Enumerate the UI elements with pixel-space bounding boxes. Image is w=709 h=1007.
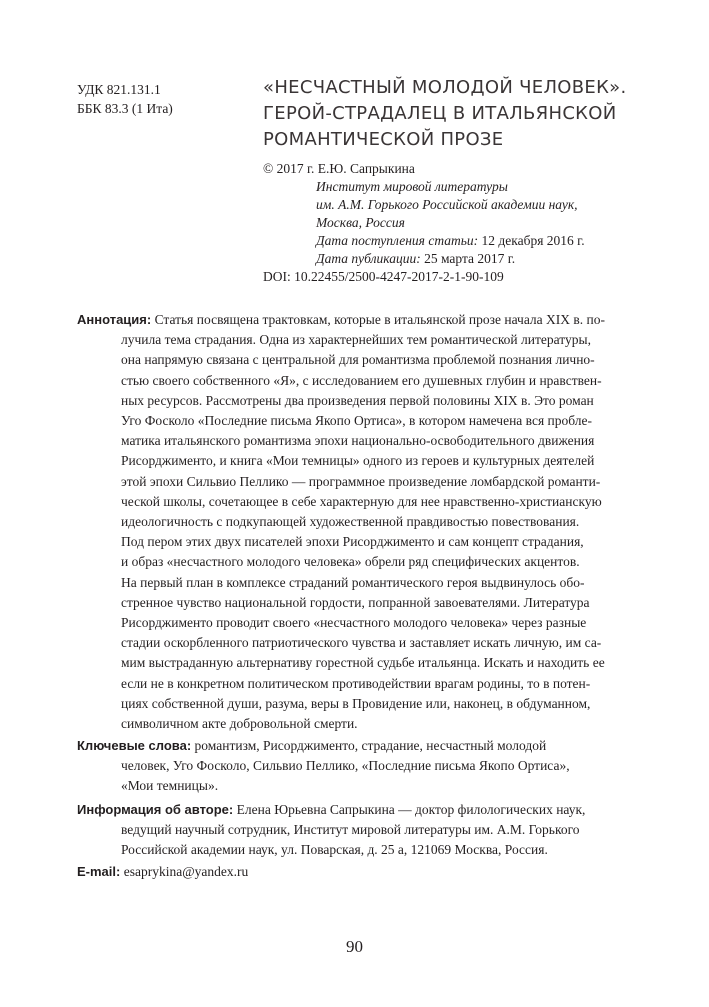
keywords-label: Ключевые слова: bbox=[77, 738, 192, 753]
abstract-line: символичном акте добровольной смерти. bbox=[121, 716, 358, 732]
abstract-line: стью своего собственного «Я», с исследованием его душевных глубин и нравствен- bbox=[121, 372, 602, 388]
email-label: E-mail: bbox=[77, 864, 121, 879]
abstract-line: матика итальянского романтизма эпохи национально-освободительного движения bbox=[121, 433, 595, 449]
byline bbox=[263, 160, 683, 286]
author-info bbox=[77, 800, 632, 861]
abstract-line: мим выстраданную альтернативу горестной судьбе итальянца. Искать и находить ее bbox=[121, 655, 605, 671]
email-value[interactable]: esaprykina@yandex.ru bbox=[123, 864, 249, 879]
author-info-line: ведущий научный сотрудник, Институт мировой литературы им. А.М. Горького bbox=[121, 822, 580, 838]
abstract bbox=[77, 310, 632, 734]
affiliation-line-3: Москва, Россия bbox=[316, 215, 405, 230]
abstract-label: Аннотация: bbox=[77, 312, 152, 327]
abstract-line: ческой школы, сочетающее в себе характерную для нее нравственно-христианскую bbox=[121, 493, 602, 509]
abstract-line: Уго Фосколо «Последние письма Якопо Ортиса», в котором намечена вся пробле- bbox=[121, 413, 593, 429]
affiliation-line-1: Институт мировой литературы bbox=[316, 179, 508, 194]
abstract-line: Рисорджименто проводит своего «несчастного молодого человека» через разные bbox=[121, 615, 587, 631]
received-value: 12 декабря 2016 г. bbox=[481, 233, 585, 248]
abstract-line: Рисорджименто, и книга «Мои темницы» одного из героев и культурных деятелей bbox=[121, 453, 595, 469]
page-number: 90 bbox=[346, 937, 363, 956]
abstract-line: циях собственной души, разума, веры в Провидение или, наконец, в обдуманном, bbox=[121, 695, 591, 711]
abstract-line: она напрямую связана с центральной для романтизма проблемой познания лично- bbox=[121, 352, 595, 368]
affiliation-line-2: им. А.М. Горького Российской академии наук, bbox=[316, 197, 578, 212]
received-label: Дата поступления статьи: bbox=[316, 233, 479, 248]
title-line-3: РОМАНТИЧЕСКОЙ ПРОЗЕ bbox=[263, 129, 504, 150]
abstract-line: На первый план в комплексе страданий романтического героя выдвинулось обо- bbox=[121, 574, 585, 590]
classification-codes bbox=[77, 80, 173, 118]
title-line-1: «НЕСЧАСТНЫЙ МОЛОДОЙ ЧЕЛОВЕК». bbox=[263, 77, 627, 98]
abstract-line: Аннотация: Статья посвящена трактовкам, которые в итальянской прозе начала XIX в. по- bbox=[77, 312, 605, 327]
abstract-line: и образ «несчастного молодого человека» обрели ряд специфических акцентов. bbox=[121, 554, 580, 570]
doi: DOI: 10.22455/2500-4247-2017-2-1-90-109 bbox=[263, 269, 504, 284]
email-line bbox=[77, 862, 632, 882]
copyright-line: © 2017 г. Е.Ю. Сапрыкина bbox=[263, 161, 415, 176]
bbk-code: ББК 83.3 (1 Ита) bbox=[77, 101, 173, 116]
keywords-line: человек, Уго Фосколо, Сильвио Пеллико, «Последние письма Якопо Ортиса», bbox=[121, 758, 570, 774]
published-value: 25 марта 2017 г. bbox=[424, 251, 516, 266]
author-info-label: Информация об авторе: bbox=[77, 802, 234, 817]
published-date bbox=[263, 250, 683, 268]
article-title bbox=[263, 75, 683, 153]
email bbox=[77, 862, 632, 882]
keywords-line: «Мои темницы». bbox=[121, 778, 219, 794]
author-info-line: Информация об авторе: Елена Юрьевна Сапрыкина — доктор филологических наук, bbox=[77, 802, 586, 817]
abstract-line: этой эпохи Сильвио Пеллико — программное произведение ломбардской романти- bbox=[121, 473, 601, 489]
abstract-line: стадии оскорбленного патриотического чувства и заставляет искать личную, им са- bbox=[121, 635, 602, 651]
abstract-line: лучила тема страдания. Одна из характернейших тем романтической литературы, bbox=[121, 332, 591, 348]
abstract-line: Под пером этих двух писателей эпохи Рисорджименто и сам концепт страдания, bbox=[121, 534, 584, 550]
published-label: Дата публикации: bbox=[316, 251, 421, 266]
abstract-line: идеологичность с подкупающей художественной правдивостью повествования. bbox=[121, 514, 580, 530]
title-line-2: ГЕРОЙ-СТРАДАЛЕЦ В ИТАЛЬЯНСКОЙ bbox=[263, 103, 617, 124]
abstract-line: если не в конкретном политическом противодействии врагам родины, то в потен- bbox=[121, 675, 591, 691]
udk-code: УДК 821.131.1 bbox=[77, 82, 161, 97]
keywords-line: Ключевые слова: романтизм, Рисорджименто, страдание, несчастный молодой bbox=[77, 738, 547, 753]
received-date bbox=[263, 232, 683, 250]
author-info-line: Российской академии наук, ул. Поварская, д. 25 а, 121069 Москва, Россия. bbox=[121, 842, 548, 858]
abstract-line: стренное чувство национальной гордости, попранной завоевателями. Литература bbox=[121, 594, 590, 610]
abstract-line: ных ресурсов. Рассмотрены два произведения первой половины XIX в. Это роман bbox=[121, 392, 594, 408]
keywords bbox=[77, 736, 632, 797]
